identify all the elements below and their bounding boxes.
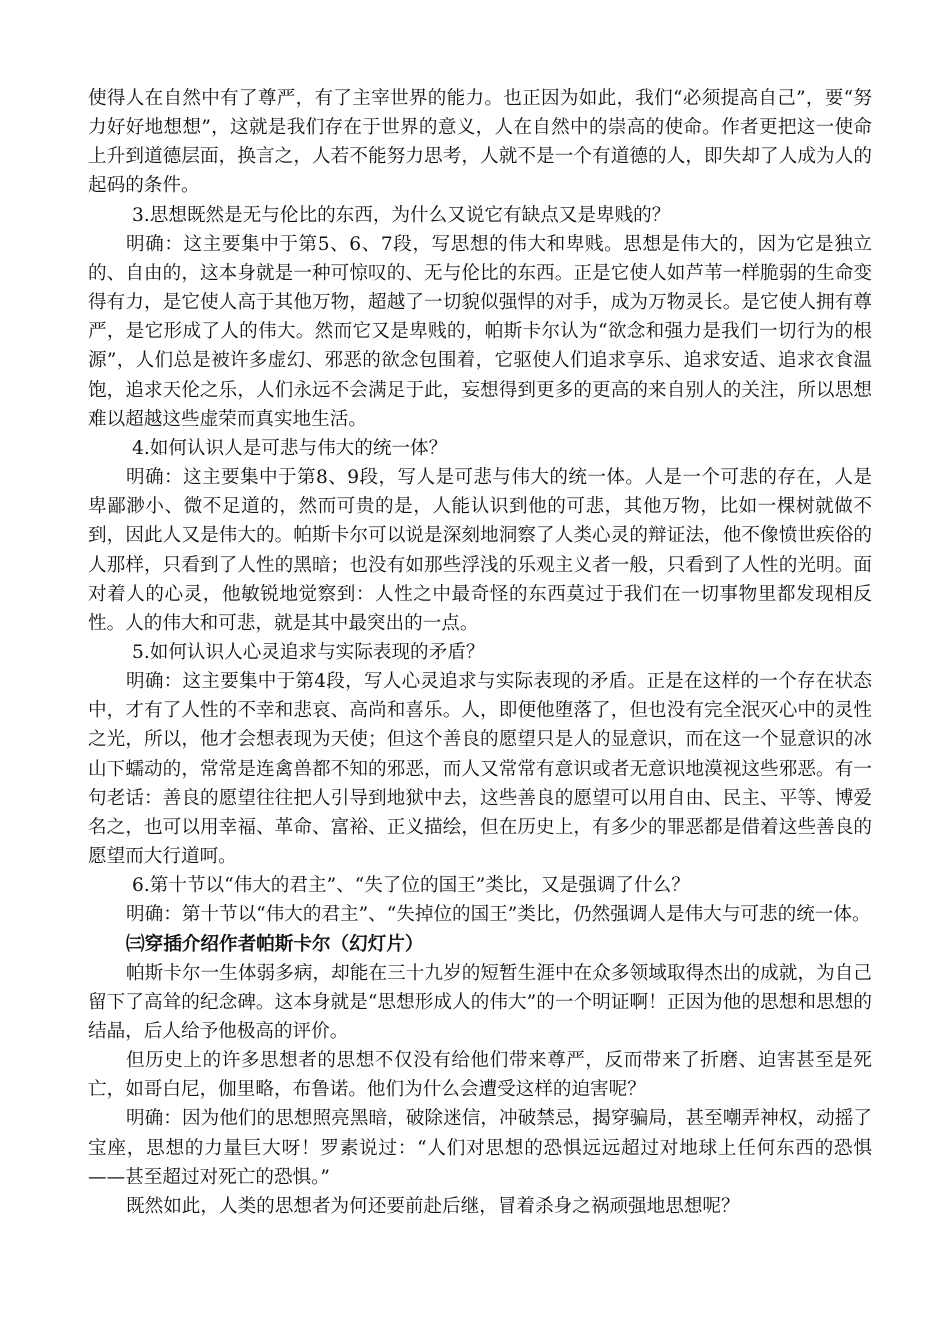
question-4: 4.如何认识人是可悲与伟大的统一体？ xyxy=(132,437,448,459)
question-5: 5.如何认识人心灵追求与实际表现的矛盾？ xyxy=(132,641,485,663)
paragraph: 使得人在自然中有了尊严，有了主宰世界的能力。也正因为如此，我们“必须提高自己”，要“努力好好地想想”，这就是我们存在于世界的意义，人在自然中的崇高的使命。作者更把这一使命上升到道德层面，换言之，人若不能努力思考，人就不是一个有道德的人，即失却了人成为人的起码的条件。 xyxy=(88,88,872,197)
answer-paragraph: 明确：因为他们的思想照亮黑暗，破除迷信，冲破禁忌，揭穿骗局，甚至嘲弄神权，动摇了宝座，思想的力量巨大呀！罗素说过：“人们对思想的恐惧远远超过对地球上任何东西的恐惧——甚至超过对死亡的恐惧。” xyxy=(88,1108,872,1188)
answer-paragraph: 明确：这主要集中于第4段，写人心灵追求与实际表现的矛盾。正是在这样的一个存在状态中，才有了人性的不幸和悲哀、高尚和喜乐。人，即便他堕落了，但也没有完全泯灭心中的灵性之光，所以，他才会想表现为天使；但这个善良的愿望只是人的显意识，而在这一个显意识的冰山下蠕动的，常常是连禽兽都不知的邪恶，而人又常常有意识或者无意识地漠视这些邪恶。有一句老话：善良的愿望往往把人引导到地狱中去，这些善良的愿望可以用自由、民主、平等、博爱名之，也可以用幸福、革命、富裕、正义描绘，但在历史上，有多少的罪恶都是借着这些善良的愿望而大行道呵。 xyxy=(88,671,872,868)
answer-paragraph: 明确：这主要集中于第8、9段，写人是可悲与伟大的统一体。人是一个可悲的存在，人是卑鄙渺小、微不足道的，然而可贵的是，人能认识到他的可悲，其他万物，比如一棵树就做不到，因此人又是伟大的。帕斯卡尔可以说是深刻地洞察了人类心灵的辩证法，他不像愤世疾俗的人那样，只看到了人性的黑暗；也没有如那些浮浅的乐观主义者一般，只看到了人性的光明。面对着人的心灵，他敏锐地觉察到：人性之中最奇怪的东西莫过于我们在一切事物里都发现相反性。人的伟大和可悲，就是其中最突出的一点。 xyxy=(88,467,872,634)
document-body xyxy=(88,84,872,1221)
answer-paragraph: 明确：这主要集中于第5、6、7段，写思想的伟大和卑贱。思想是伟大的，因为它是独立的、自由的，这本身就是一种可惊叹的、无与伦比的东西。正是它使人如芦苇一样脆弱的生命变得有力，是它使人高于其他万物，超越了一切貌似强悍的对手，成为万物灵长。是它使人拥有尊严，是它形成了人的伟大。然而它又是卑贱的，帕斯卡尔认为“欲念和强力是我们一切行为的根源”，人们总是被许多虚幻、邪恶的欲念包围着，它驱使人们追求享乐、追求安适、追求衣食温饱，追求天伦之乐，人们永远不会满足于此，妄想得到更多的更高的来自别人的关注，所以思想难以超越这些虚荣而真实地生活。 xyxy=(88,233,872,430)
paragraph: 帕斯卡尔一生体弱多病，却能在三十九岁的短暂生涯中在众多领域取得杰出的成就，为自己留下了高耸的纪念碑。这本身就是“思想形成人的伟大”的一个明证啊！正因为他的思想和思想的结晶，后人给予他极高的评价。 xyxy=(88,962,872,1042)
question-6: 6.第十节以“伟大的君主”、“失了位的国王”类比，又是强调了什么？ xyxy=(132,875,690,897)
question-3: 3.思想既然是无与伦比的东西，为什么又说它有缺点又是卑贱的？ xyxy=(132,204,671,226)
section-heading: ㈢穿插介绍作者帕斯卡尔（幻灯片） xyxy=(126,933,424,955)
answer-paragraph: 明确：第十节以“伟大的君主”、“失掉位的国王”类比，仍然强调人是伟大与可悲的统一体。 xyxy=(126,904,871,926)
paragraph: 但历史上的许多思想者的思想不仅没有给他们带来尊严，反而带来了折磨、迫害甚至是死亡，如哥白尼，伽里略，布鲁诺。他们为什么会遭受这样的迫害呢？ xyxy=(88,1050,872,1101)
paragraph: 既然如此，人类的思想者为何还要前赴后继，冒着杀身之祸顽强地思想呢？ xyxy=(126,1195,740,1217)
